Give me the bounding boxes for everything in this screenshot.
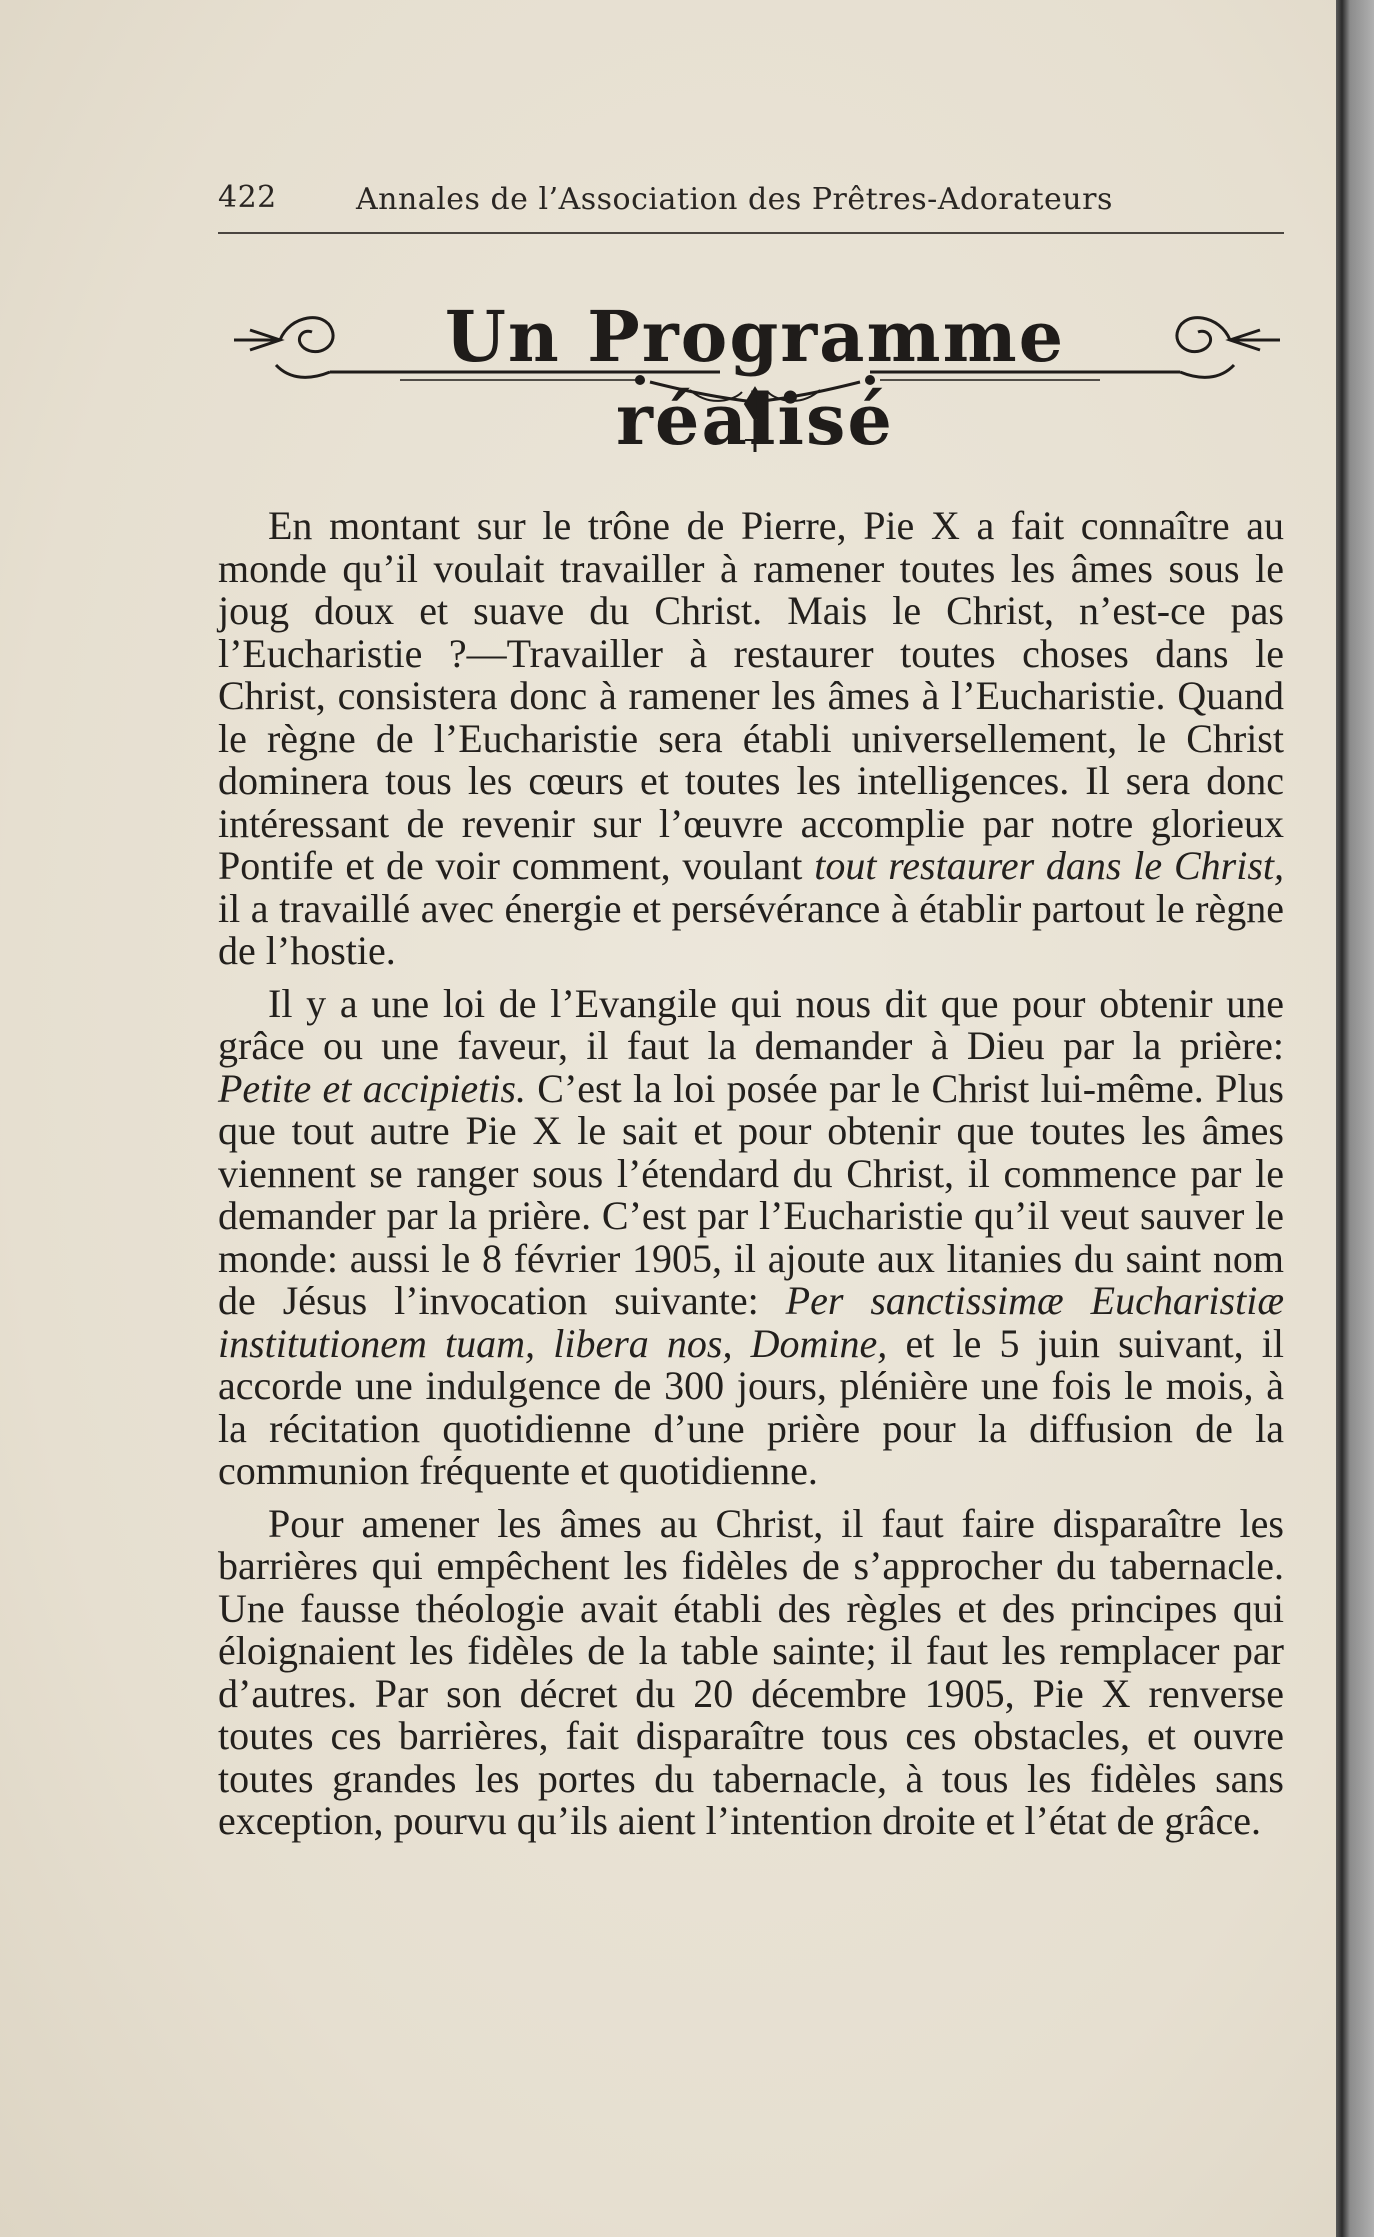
paragraph-1-run-2: tout restaurer dans le Christ, <box>814 843 1284 888</box>
paragraph-1 <box>218 505 1284 973</box>
header-rule <box>218 232 1284 234</box>
paragraph-3-run-1: Pour amener les âmes au Christ, il faut faire disparaître les barrières qui empêchent les fidèles de s’approcher du tabernacle. Une fausse théologie avait établi des règles et des principes qui éloignaient les fidèles de la table sainte; il faut les remplacer par d’autres. Par son décret du 20 décembre 1905, Pie X renverse toutes ces barrières, fait disparaître tous ces obstacles, et ouvre toutes grandes les portes du tabernacle, à tous les fidèles sans exception, pourvu qu’ils aient l’intention droite et l’état de grâce. <box>218 1500 1284 1843</box>
page-number: 422 <box>218 180 277 215</box>
paragraph-2-run-2: Petite et accipietis. <box>218 1065 526 1111</box>
paragraph-2-run-4: Per sanctissimæ Eucharistiæ institutionem tuam, libera nos, Domine, <box>218 1278 1285 1366</box>
paragraph-2 <box>218 980 1285 1493</box>
paragraph-1-run-3: il a travaillé avec énergie et persévérance à établir partout le règne de l’hostie. <box>218 885 1284 973</box>
paragraph-2-run-3: C’est la loi posée par le Christ lui-même. Plus que tout autre Pie X le sait et pour obtenir que toutes les âmes viennent se ranger sous l’étendard du Christ, il commence par le demander par la prière. C’est par l’Eucharistie qu’il veut sauver le monde: aussi le 8 février 1905, il ajoute aux litanies du saint nom de Jésus l’invocation suivante: <box>218 1065 1284 1323</box>
journal-title: Annales de l’Association des Prêtres-Adorateurs <box>356 182 1113 217</box>
paragraph-2-run-5: et le 5 juin suivant, il accorde une indulgence de 300 jours, plénière une fois le mois, à la récitation quotidienne d’une prière pour la diffusion de la communion fréquente et quotidienne. <box>218 1320 1285 1493</box>
article-title: Un Programme réalisé <box>444 295 1066 461</box>
paragraph-2-run-1: Il y a une loi de l’Evangile qui nous dit que pour obtenir une grâce ou une faveur, il faut la demander à Dieu par la prière: <box>218 980 1284 1068</box>
page-edge-shadow <box>1336 0 1374 2237</box>
article-body <box>218 505 1284 1853</box>
paragraph-3 <box>218 1500 1284 1843</box>
paragraph-1-run-1: En montant sur le trône de Pierre, Pie X a fait connaître au monde qu’il voulait travailler à ramener toutes les âmes sous le joug doux et suave du Christ. Mais le Christ, n’est-ce pas l’Eucharistie ?—Travailler à restaurer toutes choses dans le Christ, consistera donc à ramener les âmes à l’Eucharistie. Quand le règne de l’Eucharistie sera établi universellement, le Christ dominera tous les cœurs et toutes les intelligences. Il sera donc intéressant de revenir sur l’œuvre accomplie par notre glorieux Pontife et de voir comment, voulant <box>218 503 1284 888</box>
